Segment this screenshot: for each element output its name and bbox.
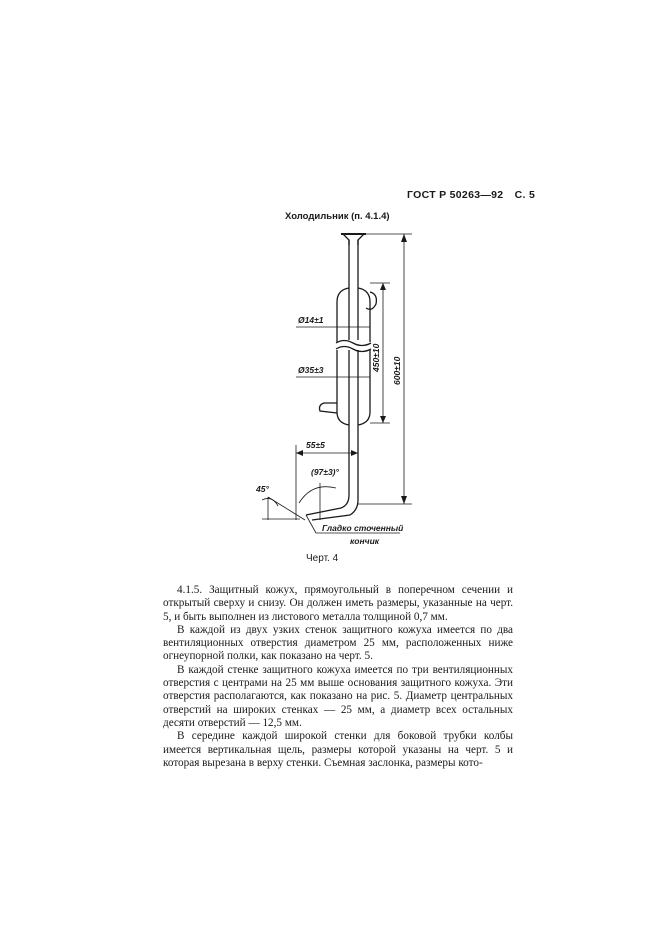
label-angle-bend: (97±3)° <box>311 467 339 477</box>
page-number: С. 5 <box>514 189 536 201</box>
break-mark-1 <box>336 341 371 346</box>
angle-45-arc <box>262 498 278 506</box>
paragraph: 4.1.5. Защитный кожух, прямоугольный в поперечном сечении и открытый сверху и снизу. Он должен иметь размеры, указанные на черт. 5, и быть выполнен из листового металла толщиной 0,7 мм. <box>163 584 513 623</box>
paragraph: В каждой из двух узких стенок защитного кожуха имеется по два вентиляционных отверстия диаметром 25 мм, расположенных ниже огнеупорной полки, как показано на черт. 5. <box>163 623 513 663</box>
label-tip-note-1: Гладко сточенный <box>322 523 404 533</box>
label-dia-bulb: Ø35±3 <box>298 365 324 375</box>
paragraph: В середине каждой широкой стенки для боковой трубки колбы имеется вертикальная щель, размеры которой указаны на черт. 5 и которая вырезана в верху стенки. Съемная заслонка, размеры кото- <box>163 730 513 769</box>
figure-title: Холодильник (п. 4.1.4) <box>285 211 390 222</box>
paragraph: В каждой стенке защитного кожуха имеется по три вентиляционных отверстия с центрами на 25 мм выше основания защитного кожуха. Эти отверстия располагаются, как показано на рис. 5. Диаметр центральных отверстий на широких стенках — 25 мм, а диаметр всех остальных десяти отверстий — 12,5 мм. <box>163 663 513 729</box>
break-mark-2 <box>336 347 371 352</box>
jacket-upper <box>337 288 370 342</box>
side-tube-upper <box>366 292 376 309</box>
label-width-bend: 55±5 <box>306 440 325 450</box>
tube-top-flare <box>343 234 364 245</box>
label-len-total: 600±10 <box>392 356 402 385</box>
side-tube-lower <box>320 403 338 413</box>
standard-number: ГОСТ Р 50263—92 <box>407 189 504 201</box>
angle-97-arc <box>299 487 336 503</box>
label-angle-tip: 45° <box>256 484 269 494</box>
figure-caption: Черт. 4 <box>306 553 339 564</box>
label-len-bulb: 450±10 <box>371 343 381 372</box>
label-dia-outer-top: Ø14±1 <box>298 315 324 325</box>
body-text <box>163 584 513 770</box>
label-tip-note-2: кончик <box>350 536 380 546</box>
jacket-lower <box>337 350 370 425</box>
